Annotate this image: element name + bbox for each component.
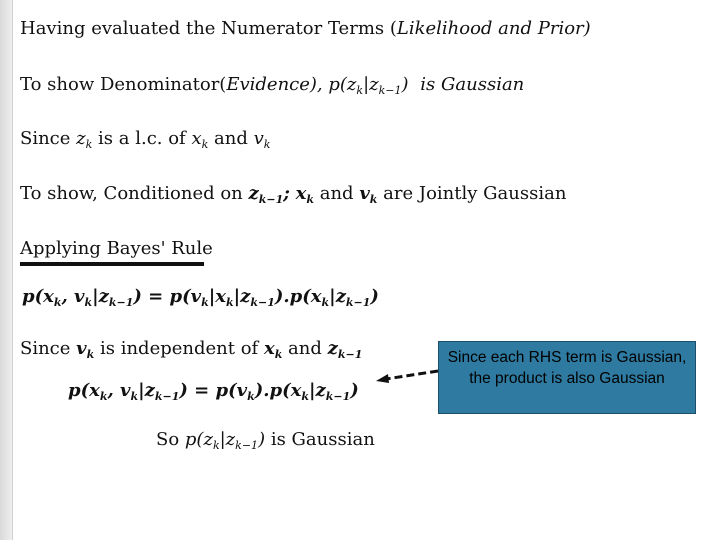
slide-edge-line — [12, 0, 13, 540]
var-z: $z_k$ — [76, 128, 93, 151]
and-word: and — [288, 338, 322, 359]
evidence-term: Evidence), — [226, 74, 323, 95]
var-z-prev: $z_{k-1}$; — [248, 183, 290, 206]
var-v-bold: $v_k$ — [76, 338, 95, 361]
independence-line — [20, 338, 362, 366]
lc-text: is a l.c. of — [98, 128, 186, 149]
intro-line — [20, 18, 591, 40]
simplified-equation: $p(x_k$, $v_k|z_{k-1}) = p(v_k).p(x_k|z_{k-1})$ — [68, 380, 359, 403]
jointly-gaussian-text: are Jointly Gaussian — [383, 183, 567, 204]
var-x-bold: $x_k$ — [295, 183, 314, 206]
var-x: $x_k$ — [191, 128, 209, 151]
and-word: and — [214, 128, 248, 149]
var-x-bold: $x_k$ — [263, 338, 283, 361]
independent-text: is independent of — [99, 338, 259, 359]
evidence-expression: $p(z_k|z_{k-1})$ — [328, 74, 409, 97]
and-word: and — [319, 183, 354, 204]
var-z-prev: $z_{k-1}$ — [327, 338, 363, 361]
since-word: Since — [20, 128, 71, 149]
denominator-line — [20, 74, 524, 102]
arrow-shaft — [386, 371, 438, 379]
heading-underline — [20, 262, 204, 266]
bayes-equation: $p(x_k$, $v_k|z_{k-1}) = p(v_k|x_k|z_{k-1}).p(x_k|z_{k-1})$ — [22, 286, 379, 309]
joint-gaussian-line — [20, 183, 566, 211]
callout-arrow — [376, 366, 440, 386]
section-heading: Applying Bayes' Rule — [20, 238, 213, 259]
arrow-head-icon — [376, 374, 389, 383]
conditioned-text: To show, Conditioned on — [20, 183, 243, 204]
since-word: Since — [20, 338, 71, 359]
gaussian-claim: is Gaussian — [420, 74, 525, 95]
evidence-expression: $p(z_k|z_{k-1})$ — [184, 429, 266, 452]
gaussian-text: is Gaussian — [270, 429, 375, 450]
intro-text: Having evaluated the Numerator Terms ( — [20, 18, 397, 39]
so-word: So — [156, 429, 180, 450]
var-v-bold: $v_k$ — [359, 183, 378, 206]
intro-emphasis: Likelihood and Prior) — [396, 18, 591, 39]
callout-text: Since each RHS term is Gaussian, the product is also Gaussian — [447, 349, 687, 387]
linear-combination-line — [20, 128, 270, 156]
slide-left-edge — [0, 0, 12, 540]
callout-box — [438, 341, 696, 414]
conclusion-line — [156, 429, 375, 457]
denominator-text: To show Denominator( — [20, 74, 227, 95]
var-v: $v_k$ — [253, 128, 271, 151]
